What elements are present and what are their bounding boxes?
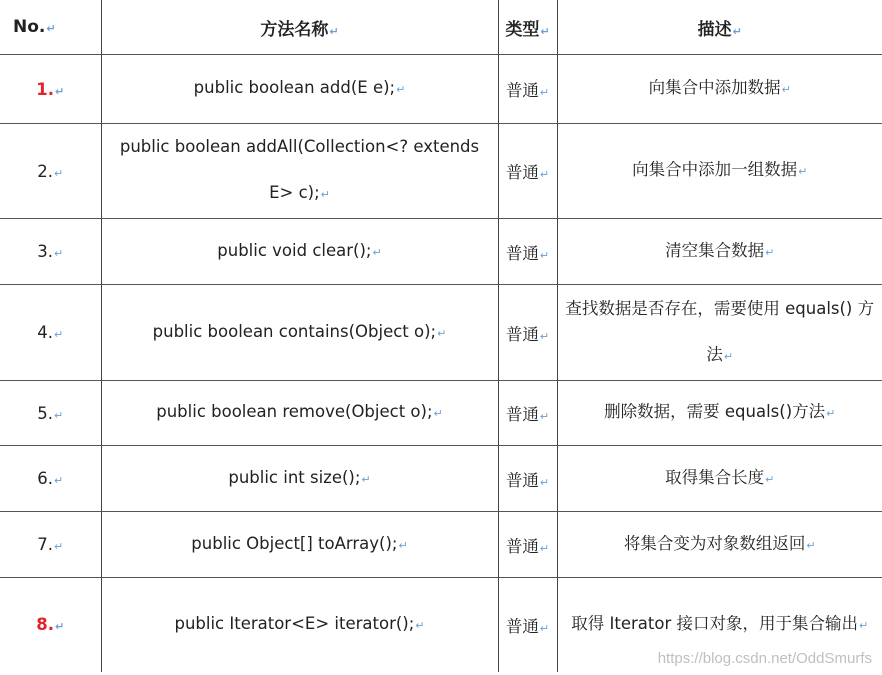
method-type: 普通↵ xyxy=(498,578,557,672)
method-description: 查找数据是否存在，需要使用 equals() 方法↵ xyxy=(557,285,882,381)
method-signature: public Iterator<E> iterator();↵ xyxy=(101,578,498,672)
method-description: 向集合中添加一组数据↵ xyxy=(557,124,882,219)
method-signature: public boolean remove(Object o);↵ xyxy=(101,381,498,446)
method-signature: public boolean add(E e);↵ xyxy=(101,55,498,124)
table-row xyxy=(0,512,882,578)
method-type: 普通↵ xyxy=(498,446,557,512)
table-row xyxy=(0,285,882,381)
method-description: 将集合变为对象数组返回↵ xyxy=(557,512,882,578)
method-signature: public Object[] toArray();↵ xyxy=(101,512,498,578)
header-type: 类型↵ xyxy=(498,0,557,55)
method-signature: public boolean contains(Object o);↵ xyxy=(101,285,498,381)
row-number: 3.↵ xyxy=(0,219,101,285)
row-number: 4.↵ xyxy=(0,285,101,381)
table-row xyxy=(0,55,882,124)
method-description: 取得集合长度↵ xyxy=(557,446,882,512)
method-description: 清空集合数据↵ xyxy=(557,219,882,285)
method-type: 普通↵ xyxy=(498,124,557,219)
method-signature: public int size();↵ xyxy=(101,446,498,512)
watermark-text: https://blog.csdn.net/OddSmurfs xyxy=(657,650,872,667)
row-number: 8.↵ xyxy=(36,615,65,635)
row-number: 6.↵ xyxy=(0,446,101,512)
row-number: 7.↵ xyxy=(0,512,101,578)
method-description: 删除数据，需要 equals()方法↵ xyxy=(557,381,882,446)
table-row xyxy=(0,124,882,219)
header-method-name: 方法名称↵ xyxy=(101,0,498,55)
row-number: 2.↵ xyxy=(0,124,101,219)
header-description: 描述↵ xyxy=(557,0,882,55)
table-row xyxy=(0,381,882,446)
method-signature: public void clear();↵ xyxy=(101,219,498,285)
method-type: 普通↵ xyxy=(498,285,557,381)
row-number: 1.↵ xyxy=(0,55,101,124)
method-signature: public boolean addAll(Collection<? extends E> c);↵ xyxy=(101,124,498,219)
row-number: 5.↵ xyxy=(0,381,101,446)
method-description: 向集合中添加数据↵ xyxy=(557,55,882,124)
method-type: 普通↵ xyxy=(498,55,557,124)
method-type: 普通↵ xyxy=(498,381,557,446)
header-no: No.↵ xyxy=(0,0,101,55)
method-description: 取得 Iterator 接口对象，用于集合输出↵ xyxy=(557,578,882,672)
table-row xyxy=(0,219,882,285)
method-type: 普通↵ xyxy=(498,512,557,578)
header-row xyxy=(0,0,882,55)
table-row xyxy=(0,446,882,512)
method-type: 普通↵ xyxy=(498,219,557,285)
